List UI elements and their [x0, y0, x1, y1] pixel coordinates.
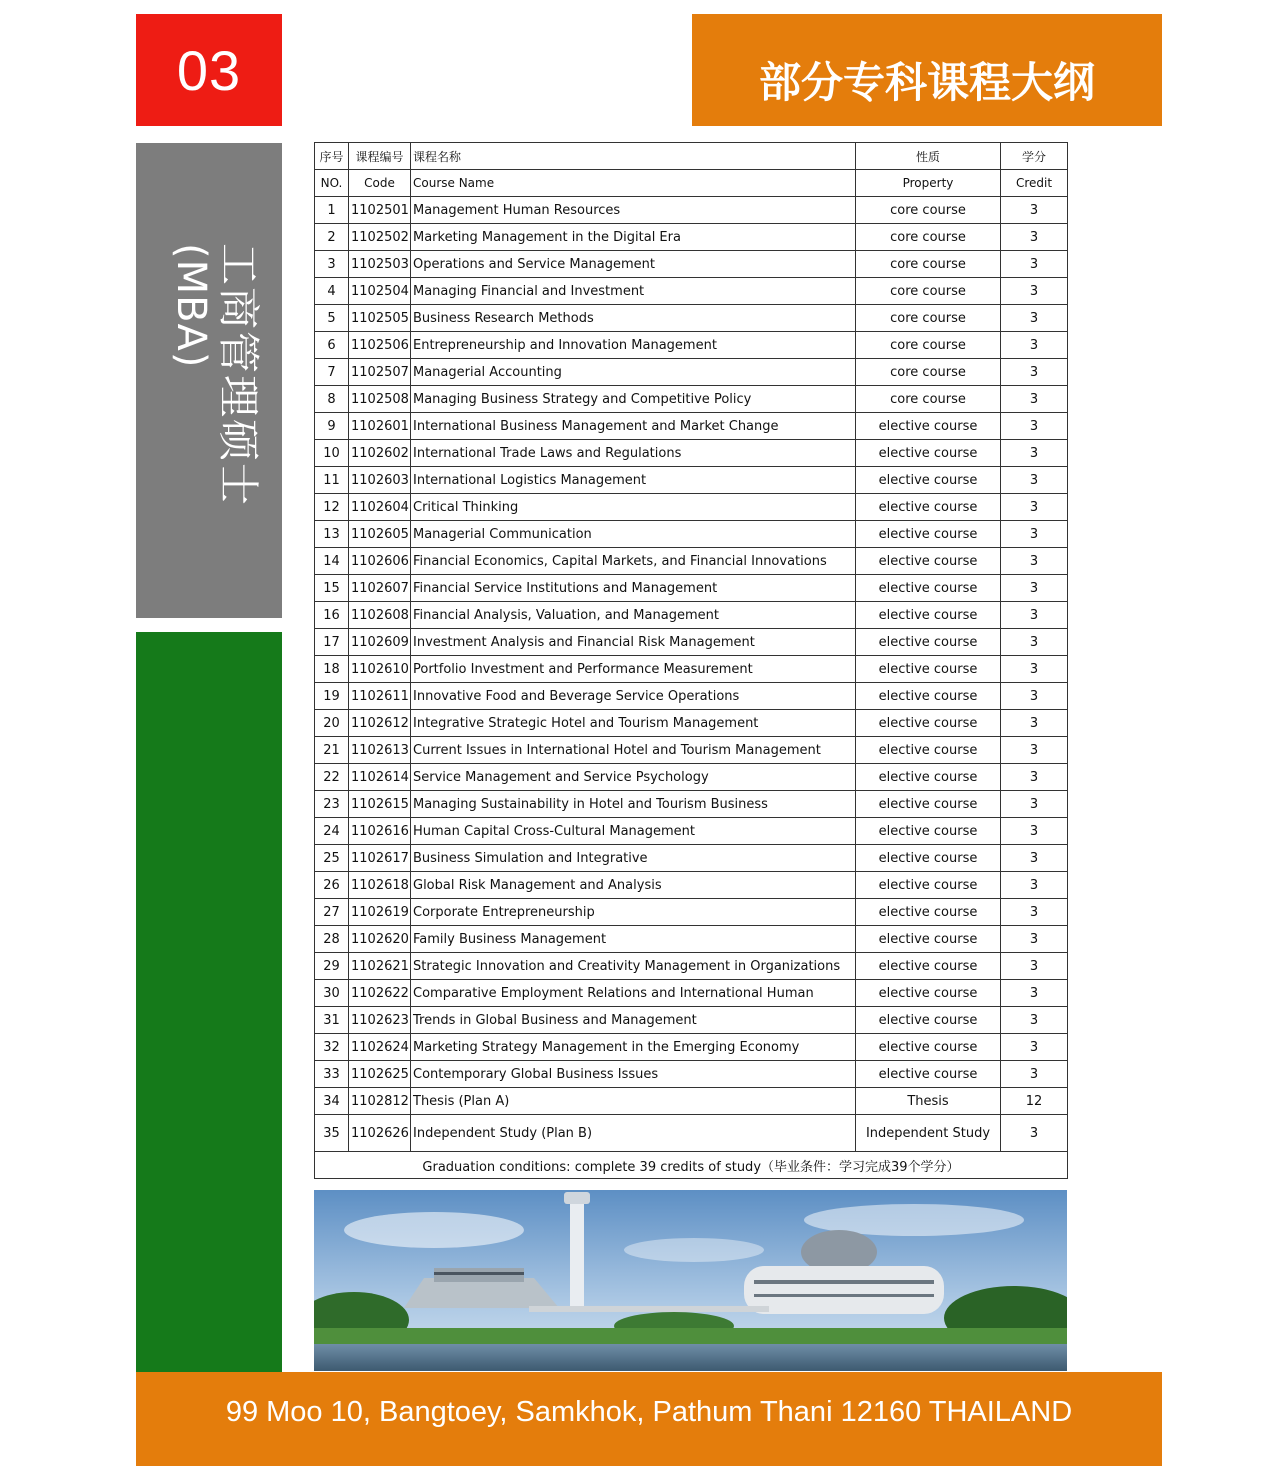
row-property: elective course [856, 656, 1001, 683]
row-code: 1102624 [349, 1034, 411, 1061]
campus-photo [314, 1190, 1067, 1371]
row-no: 34 [315, 1088, 349, 1115]
row-no: 10 [315, 440, 349, 467]
row-no: 15 [315, 575, 349, 602]
program-title [168, 243, 262, 507]
table-row [315, 926, 1068, 953]
section-number: 03 [176, 38, 242, 102]
row-course-name: Investment Analysis and Financial Risk Management [411, 629, 856, 656]
row-credit: 3 [1001, 521, 1068, 548]
table-row [315, 629, 1068, 656]
row-no: 14 [315, 548, 349, 575]
row-course-name: Integrative Strategic Hotel and Tourism Management [411, 710, 856, 737]
row-property: core course [856, 305, 1001, 332]
row-no: 21 [315, 737, 349, 764]
row-credit: 3 [1001, 764, 1068, 791]
row-course-name: Managerial Communication [411, 521, 856, 548]
header-property-en: Property [856, 170, 1001, 197]
row-property: elective course [856, 548, 1001, 575]
row-no: 12 [315, 494, 349, 521]
row-code: 1102623 [349, 1007, 411, 1034]
row-course-name: Comparative Employment Relations and International Human [411, 980, 856, 1007]
row-credit: 3 [1001, 1007, 1068, 1034]
row-code: 1102607 [349, 575, 411, 602]
row-no: 27 [315, 899, 349, 926]
row-code: 1102618 [349, 872, 411, 899]
row-no: 17 [315, 629, 349, 656]
row-no: 6 [315, 332, 349, 359]
row-credit: 3 [1001, 872, 1068, 899]
row-course-name: Entrepreneurship and Innovation Management [411, 332, 856, 359]
section-number-badge [136, 14, 282, 126]
table-row [315, 1115, 1068, 1152]
row-code: 1102626 [349, 1115, 411, 1152]
row-course-name: Thesis (Plan A) [411, 1088, 856, 1115]
graduation-row [315, 1152, 1068, 1179]
row-code: 1102611 [349, 683, 411, 710]
row-course-name: Service Management and Service Psychology [411, 764, 856, 791]
table-row [315, 278, 1068, 305]
table-row [315, 602, 1068, 629]
row-course-name: Managerial Accounting [411, 359, 856, 386]
row-property: elective course [856, 818, 1001, 845]
header-code-en: Code [349, 170, 411, 197]
row-code: 1102614 [349, 764, 411, 791]
row-course-name: Current Issues in International Hotel and Tourism Management [411, 737, 856, 764]
row-course-name: International Trade Laws and Regulations [411, 440, 856, 467]
row-course-name: Business Simulation and Integrative [411, 845, 856, 872]
table-row [315, 818, 1068, 845]
table-header-en [315, 170, 1068, 197]
header-property-zh: 性质 [856, 143, 1001, 170]
row-property: elective course [856, 494, 1001, 521]
table-row [315, 575, 1068, 602]
table-row [315, 521, 1068, 548]
row-no: 30 [315, 980, 349, 1007]
row-no: 29 [315, 953, 349, 980]
row-credit: 3 [1001, 575, 1068, 602]
row-no: 4 [315, 278, 349, 305]
row-property: elective course [856, 899, 1001, 926]
row-property: elective course [856, 845, 1001, 872]
table-row [315, 224, 1068, 251]
row-credit: 3 [1001, 440, 1068, 467]
row-code: 1102621 [349, 953, 411, 980]
row-course-name: Human Capital Cross-Cultural Management [411, 818, 856, 845]
row-no: 16 [315, 602, 349, 629]
row-code: 1102617 [349, 845, 411, 872]
table-row [315, 1007, 1068, 1034]
row-code: 1102507 [349, 359, 411, 386]
table-row [315, 872, 1068, 899]
row-credit: 3 [1001, 845, 1068, 872]
row-course-name: Independent Study (Plan B) [411, 1115, 856, 1152]
row-course-name: Marketing Strategy Management in the Emerging Economy [411, 1034, 856, 1061]
row-no: 9 [315, 413, 349, 440]
row-no: 32 [315, 1034, 349, 1061]
row-no: 24 [315, 818, 349, 845]
table-row [315, 197, 1068, 224]
row-property: elective course [856, 602, 1001, 629]
row-property: Thesis [856, 1088, 1001, 1115]
row-code: 1102608 [349, 602, 411, 629]
row-course-name: Global Risk Management and Analysis [411, 872, 856, 899]
row-code: 1102505 [349, 305, 411, 332]
row-no: 25 [315, 845, 349, 872]
row-course-name: Corporate Entrepreneurship [411, 899, 856, 926]
table-row [315, 1061, 1068, 1088]
table-row [315, 359, 1068, 386]
table-row [315, 305, 1068, 332]
row-credit: 3 [1001, 710, 1068, 737]
row-code: 1102606 [349, 548, 411, 575]
row-credit: 3 [1001, 656, 1068, 683]
row-credit: 3 [1001, 1115, 1068, 1152]
table-row [315, 953, 1068, 980]
table-row [315, 845, 1068, 872]
footer-banner [136, 1372, 1162, 1466]
row-credit: 3 [1001, 629, 1068, 656]
header-name-en: Course Name [411, 170, 856, 197]
table-header-zh [315, 143, 1068, 170]
row-credit: 3 [1001, 791, 1068, 818]
row-property: elective course [856, 872, 1001, 899]
table-row [315, 980, 1068, 1007]
row-credit: 3 [1001, 737, 1068, 764]
row-property: core course [856, 359, 1001, 386]
row-credit: 3 [1001, 1061, 1068, 1088]
row-course-name: Critical Thinking [411, 494, 856, 521]
row-no: 19 [315, 683, 349, 710]
row-property: elective course [856, 575, 1001, 602]
table-row [315, 1088, 1068, 1115]
row-code: 1102613 [349, 737, 411, 764]
row-code: 1102619 [349, 899, 411, 926]
row-property: elective course [856, 764, 1001, 791]
page-title-banner [692, 14, 1162, 126]
row-credit: 3 [1001, 926, 1068, 953]
row-property: elective course [856, 1007, 1001, 1034]
row-property: elective course [856, 683, 1001, 710]
row-code: 1102612 [349, 710, 411, 737]
row-no: 28 [315, 926, 349, 953]
header-no-zh: 序号 [315, 143, 349, 170]
table-row [315, 737, 1068, 764]
row-property: elective course [856, 926, 1001, 953]
row-course-name: Operations and Service Management [411, 251, 856, 278]
row-no: 2 [315, 224, 349, 251]
table-row [315, 764, 1068, 791]
row-code: 1102609 [349, 629, 411, 656]
row-property: elective course [856, 980, 1001, 1007]
row-course-name: Managing Business Strategy and Competitive Policy [411, 386, 856, 413]
row-code: 1102615 [349, 791, 411, 818]
row-property: elective course [856, 953, 1001, 980]
row-property: elective course [856, 629, 1001, 656]
row-property: elective course [856, 791, 1001, 818]
row-credit: 3 [1001, 278, 1068, 305]
row-course-name: Contemporary Global Business Issues [411, 1061, 856, 1088]
row-code: 1102503 [349, 251, 411, 278]
row-course-name: Portfolio Investment and Performance Measurement [411, 656, 856, 683]
row-no: 26 [315, 872, 349, 899]
program-title-en: (MBA) [168, 243, 214, 369]
row-property: elective course [856, 467, 1001, 494]
row-code: 1102622 [349, 980, 411, 1007]
row-property: elective course [856, 1061, 1001, 1088]
row-property: Independent Study [856, 1115, 1001, 1152]
row-no: 13 [315, 521, 349, 548]
row-no: 3 [315, 251, 349, 278]
row-course-name: Family Business Management [411, 926, 856, 953]
row-property: core course [856, 332, 1001, 359]
page-title: 部分专科课程大纲 [758, 58, 1095, 107]
row-no: 20 [315, 710, 349, 737]
row-property: elective course [856, 521, 1001, 548]
row-property: elective course [856, 413, 1001, 440]
row-no: 5 [315, 305, 349, 332]
row-no: 11 [315, 467, 349, 494]
table-row [315, 791, 1068, 818]
row-no: 7 [315, 359, 349, 386]
table-row [315, 656, 1068, 683]
row-credit: 3 [1001, 359, 1068, 386]
row-code: 1102625 [349, 1061, 411, 1088]
campus-photo-illustration [314, 1190, 1067, 1371]
table-row [315, 251, 1068, 278]
row-no: 22 [315, 764, 349, 791]
row-course-name: International Logistics Management [411, 467, 856, 494]
program-title-zh: 工商管理硕士 [214, 243, 263, 508]
row-property: core course [856, 278, 1001, 305]
row-credit: 3 [1001, 224, 1068, 251]
row-code: 1102603 [349, 467, 411, 494]
row-code: 1102502 [349, 224, 411, 251]
row-credit: 3 [1001, 305, 1068, 332]
row-no: 33 [315, 1061, 349, 1088]
row-credit: 3 [1001, 683, 1068, 710]
row-credit: 3 [1001, 197, 1068, 224]
row-credit: 3 [1001, 548, 1068, 575]
row-property: core course [856, 386, 1001, 413]
table-row [315, 710, 1068, 737]
table-row [315, 440, 1068, 467]
row-no: 31 [315, 1007, 349, 1034]
row-code: 1102620 [349, 926, 411, 953]
header-name-zh: 课程名称 [411, 143, 856, 170]
table-row [315, 683, 1068, 710]
row-code: 1102506 [349, 332, 411, 359]
table-row [315, 494, 1068, 521]
row-no: 35 [315, 1115, 349, 1152]
row-course-name: International Business Management and Market Change [411, 413, 856, 440]
header-credit-zh: 学分 [1001, 143, 1068, 170]
row-no: 1 [315, 197, 349, 224]
row-credit: 3 [1001, 386, 1068, 413]
row-code: 1102616 [349, 818, 411, 845]
row-credit: 12 [1001, 1088, 1068, 1115]
header-code-zh: 课程编号 [349, 143, 411, 170]
row-credit: 3 [1001, 251, 1068, 278]
graduation-note: Graduation conditions: complete 39 credits of study（毕业条件：学习完成39个学分） [315, 1152, 1068, 1179]
row-course-name: Financial Service Institutions and Management [411, 575, 856, 602]
green-sidebar-block [136, 632, 282, 1372]
table-row [315, 413, 1068, 440]
table-row [315, 467, 1068, 494]
row-course-name: Management Human Resources [411, 197, 856, 224]
row-code: 1102602 [349, 440, 411, 467]
row-credit: 3 [1001, 818, 1068, 845]
row-property: elective course [856, 440, 1001, 467]
row-code: 1102501 [349, 197, 411, 224]
header-credit-en: Credit [1001, 170, 1068, 197]
row-property: core course [856, 251, 1001, 278]
header-no-en: NO. [315, 170, 349, 197]
row-credit: 3 [1001, 1034, 1068, 1061]
row-property: elective course [856, 710, 1001, 737]
table-row [315, 899, 1068, 926]
row-credit: 3 [1001, 467, 1068, 494]
row-course-name: Managing Sustainability in Hotel and Tourism Business [411, 791, 856, 818]
row-no: 23 [315, 791, 349, 818]
row-code: 1102601 [349, 413, 411, 440]
course-table-body [315, 143, 1068, 1152]
row-property: elective course [856, 737, 1001, 764]
row-code: 1102604 [349, 494, 411, 521]
row-code: 1102610 [349, 656, 411, 683]
row-no: 8 [315, 386, 349, 413]
row-credit: 3 [1001, 980, 1068, 1007]
row-code: 1102504 [349, 278, 411, 305]
row-course-name: Business Research Methods [411, 305, 856, 332]
row-code: 1102605 [349, 521, 411, 548]
row-credit: 3 [1001, 413, 1068, 440]
row-code: 1102812 [349, 1088, 411, 1115]
table-row [315, 548, 1068, 575]
table-row [315, 332, 1068, 359]
row-credit: 3 [1001, 953, 1068, 980]
row-property: core course [856, 224, 1001, 251]
row-no: 18 [315, 656, 349, 683]
row-course-name: Financial Analysis, Valuation, and Management [411, 602, 856, 629]
row-code: 1102508 [349, 386, 411, 413]
row-property: elective course [856, 1034, 1001, 1061]
row-credit: 3 [1001, 332, 1068, 359]
table-row [315, 1034, 1068, 1061]
course-table [314, 142, 1068, 1179]
row-credit: 3 [1001, 602, 1068, 629]
row-credit: 3 [1001, 899, 1068, 926]
row-course-name: Managing Financial and Investment [411, 278, 856, 305]
row-course-name: Financial Economics, Capital Markets, and Financial Innovations [411, 548, 856, 575]
footer-address: 99 Moo 10, Bangtoey, Samkhok, Pathum Thani 12160 THAILAND [225, 1395, 1073, 1428]
row-credit: 3 [1001, 494, 1068, 521]
row-course-name: Strategic Innovation and Creativity Management in Organizations [411, 953, 856, 980]
row-course-name: Marketing Management in the Digital Era [411, 224, 856, 251]
row-course-name: Trends in Global Business and Management [411, 1007, 856, 1034]
row-course-name: Innovative Food and Beverage Service Operations [411, 683, 856, 710]
table-row [315, 386, 1068, 413]
row-property: core course [856, 197, 1001, 224]
